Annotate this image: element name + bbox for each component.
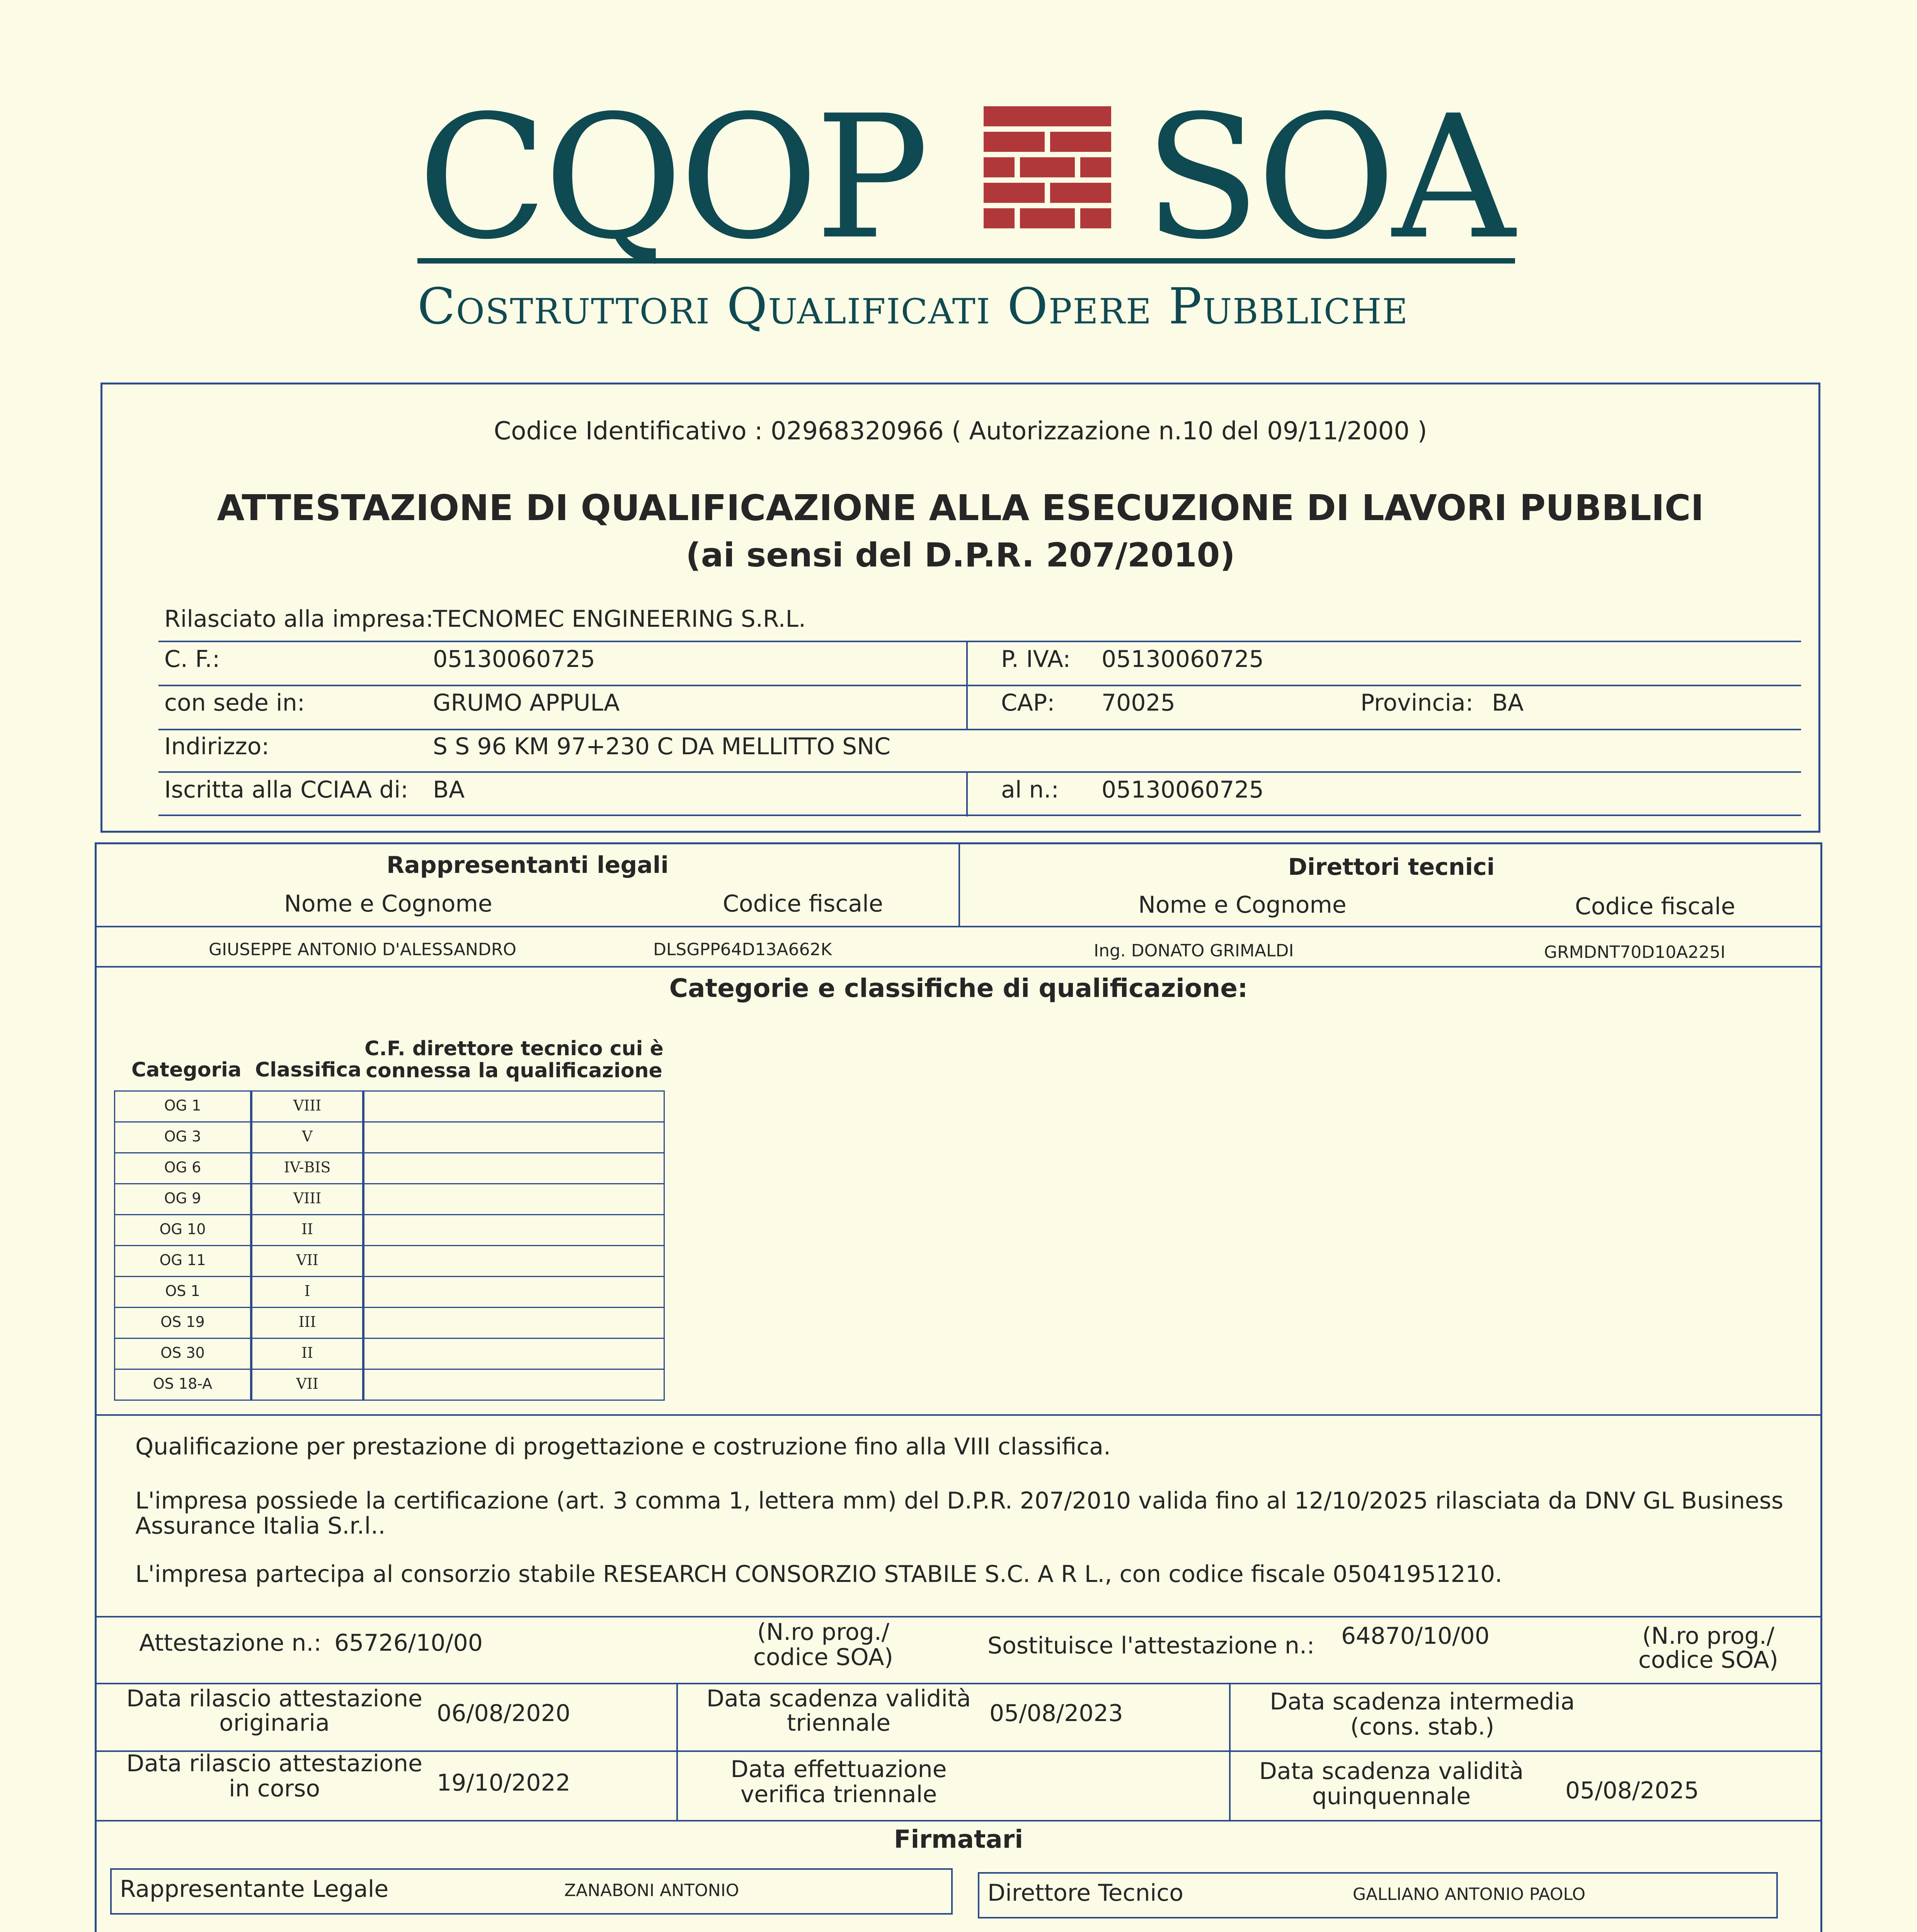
classifica-cell: VII (296, 1252, 318, 1269)
scad-quinq-label-2: quinquennale (1312, 1783, 1471, 1810)
note-consorzio: L'impresa partecipa al consorzio stabile RESEARCH CONSORZIO STABILE S.C. A R L., con codice fiscale 05041951210. (135, 1561, 1503, 1588)
row-divider (158, 641, 1801, 642)
classifica-cell: I (304, 1282, 310, 1299)
row-divider (97, 1683, 1820, 1684)
table-cell (363, 1338, 665, 1370)
scad-interm-label-1: Data scadenza intermedia (1270, 1688, 1575, 1715)
categoria-cell: OG 6 (164, 1159, 201, 1176)
logo-rule (417, 258, 1515, 264)
categoria-cell: OG 10 (159, 1221, 206, 1238)
piva-label: P. IVA: (1001, 646, 1071, 673)
classifica-cell: II (301, 1221, 313, 1238)
row-divider (158, 729, 1801, 730)
aln-label: al n.: (1001, 776, 1059, 803)
cciaa-value: BA (433, 776, 465, 803)
classifica-cell: VIII (293, 1097, 322, 1114)
ril-orig-label-1: Data rilascio attestazione (126, 1685, 422, 1712)
rapp-nome: GIUSEPPE ANTONIO D'ALESSANDRO (209, 940, 517, 959)
aln-value: 05130060725 (1102, 776, 1264, 803)
classifica-cell: IV-BIS (284, 1159, 331, 1176)
dir-tecnico-label: Direttore Tecnico (987, 1879, 1183, 1906)
direttori-title: Direttori tecnici (1288, 854, 1495, 881)
col-divider (966, 772, 968, 816)
classifica-cell: VIII (293, 1190, 322, 1207)
col-classifica: Classifica (255, 1058, 362, 1082)
nro-prog-1a: (N.ro prog./ (757, 1619, 889, 1646)
col-divider (1229, 1684, 1231, 1821)
dir-tecnico-value: GALLIANO ANTONIO PAOLO (1353, 1884, 1586, 1904)
attestazione-label: Attestazione n.: (139, 1629, 322, 1656)
col-divider (958, 843, 960, 926)
classifica-cell: II (301, 1344, 313, 1361)
table-cell (363, 1090, 665, 1122)
table-cell (363, 1307, 665, 1339)
col-cf-line1: C.F. direttore tecnico cui è (364, 1037, 664, 1060)
rapp-legale-value: ZANABONI ANTONIO (564, 1881, 739, 1900)
categoria-cell: OG 3 (164, 1128, 201, 1145)
attestazione-value: 65726/10/00 (334, 1629, 483, 1656)
ril-orig-label-2: originaria (219, 1709, 330, 1736)
cf-label: C. F.: (164, 646, 220, 673)
dir-cf-header: Codice fiscale (1575, 893, 1735, 920)
cap-value: 70025 (1102, 689, 1175, 716)
categoria-cell: OS 30 (160, 1344, 205, 1361)
row-divider (158, 771, 1801, 773)
categoria-cell: OS 18-A (153, 1375, 213, 1392)
rappresentanti-title: Rappresentanti legali (386, 852, 669, 879)
scad-trien-label-1: Data scadenza validità (706, 1685, 971, 1712)
nro-prog-1b: codice SOA) (753, 1644, 894, 1671)
indirizzo-value: S S 96 KM 97+230 C DA MELLITTO SNC (433, 733, 891, 760)
sede-value: GRUMO APPULA (433, 689, 620, 716)
codice-identificativo: Codice Identificativo : 02968320966 ( Autorizzazione n.10 del 09/11/2000 ) (494, 417, 1427, 446)
nro-prog-2b: codice SOA) (1638, 1646, 1779, 1673)
provincia-value: BA (1492, 689, 1524, 716)
rapp-nome-header: Nome e Cognome (284, 890, 492, 917)
nro-prog-2a: (N.ro prog./ (1642, 1622, 1774, 1650)
scad-trien-value: 05/08/2023 (989, 1700, 1123, 1727)
provincia-label: Provincia: (1360, 689, 1474, 716)
classifica-cell: VII (296, 1375, 318, 1392)
table-cell (363, 1214, 665, 1246)
classifica-cell: III (298, 1313, 316, 1330)
classifica-cell: V (302, 1128, 313, 1145)
table-cell (363, 1121, 665, 1153)
cf-value: 05130060725 (433, 646, 595, 673)
rapp-cf-header: Codice fiscale (723, 890, 883, 917)
sostituisce-label: Sostituisce l'attestazione n.: (987, 1632, 1315, 1659)
row-divider (158, 685, 1801, 686)
row-divider (97, 1820, 1820, 1821)
dir-nome: Ing. DONATO GRIMALDI (1094, 941, 1294, 961)
col-divider (966, 685, 968, 730)
row-divider (97, 1616, 1820, 1617)
table-cell (363, 1152, 665, 1184)
cap-label: CAP: (1001, 689, 1055, 716)
rilasciato-value: TECNOMEC ENGINEERING S.R.L. (433, 605, 806, 633)
scad-interm-label-2: (cons. stab.) (1350, 1713, 1495, 1740)
indirizzo-label: Indirizzo: (164, 733, 269, 760)
categorie-title: Categorie e classifiche di qualificazione: (669, 973, 1248, 1003)
categoria-cell: OG 1 (164, 1097, 201, 1114)
note-progettazione: Qualificazione per prestazione di progettazione e costruzione fino alla VIII classifica. (135, 1433, 1111, 1460)
rilasciato-label: Rilasciato alla impresa: (164, 605, 434, 633)
brick-wall-icon (984, 106, 1111, 234)
scad-quinq-value: 05/08/2025 (1565, 1777, 1699, 1804)
logo-left-word: CQOP (417, 79, 926, 277)
col-divider (966, 641, 968, 686)
rapp-cf: DLSGPP64D13A662K (653, 940, 832, 959)
row-divider (158, 815, 1801, 816)
piva-value: 05130060725 (1102, 646, 1264, 673)
sede-label: con sede in: (164, 689, 305, 716)
categoria-cell: OS 19 (160, 1313, 205, 1330)
cciaa-label: Iscritta alla CCIAA di: (164, 776, 409, 803)
table-cell (363, 1369, 665, 1401)
dir-nome-header: Nome e Cognome (1138, 891, 1347, 918)
note-certificazione-2: Assurance Italia S.r.l.. (135, 1512, 386, 1539)
categoria-cell: OG 9 (164, 1190, 201, 1207)
sostituisce-value: 64870/10/00 (1341, 1622, 1490, 1650)
categoria-cell: OS 1 (165, 1282, 200, 1299)
col-divider (676, 1684, 678, 1821)
note-certificazione-1: L'impresa possiede la certificazione (art. 3 comma 1, lettera mm) del D.P.R. 207/2010 valida fino al 12/10/2025 rilasciata da DNV GL Business (135, 1487, 1784, 1514)
table-cell (363, 1183, 665, 1215)
categoria-cell: OG 11 (159, 1252, 206, 1269)
ril-corso-label-2: in corso (228, 1775, 320, 1802)
scad-quinq-label-1: Data scadenza validità (1259, 1758, 1524, 1785)
firmatari-title: Firmatari (894, 1825, 1023, 1854)
ril-orig-value: 06/08/2020 (437, 1700, 570, 1727)
table-cell (363, 1245, 665, 1277)
scad-trien-label-2: triennale (787, 1709, 891, 1736)
document-title: ATTESTAZIONE DI QUALIFICAZIONE ALLA ESECUZIONE DI LAVORI PUBBLICI (217, 487, 1704, 529)
document-subtitle: (ai sensi del D.P.R. 207/2010) (686, 536, 1235, 575)
table-cell (363, 1276, 665, 1308)
logo-right-word: SOA (1144, 79, 1511, 277)
row-divider (97, 926, 1820, 927)
ril-corso-value: 19/10/2022 (437, 1769, 570, 1796)
col-cf-line2: connessa la qualificazione (366, 1059, 662, 1082)
rapp-legale-label: Rappresentante Legale (120, 1876, 389, 1903)
dir-cf: GRMDNT70D10A225I (1544, 942, 1726, 962)
col-categoria: Categoria (131, 1058, 242, 1082)
verifica-label-2: verifica triennale (740, 1781, 937, 1808)
ril-corso-label-1: Data rilascio attestazione (126, 1750, 422, 1777)
verifica-label-1: Data effettuazione (730, 1756, 947, 1783)
row-divider (97, 1414, 1820, 1416)
row-divider (97, 966, 1820, 968)
logo-subtitle: Costruttori Qualificati Opere Pubbliche (417, 278, 1409, 335)
